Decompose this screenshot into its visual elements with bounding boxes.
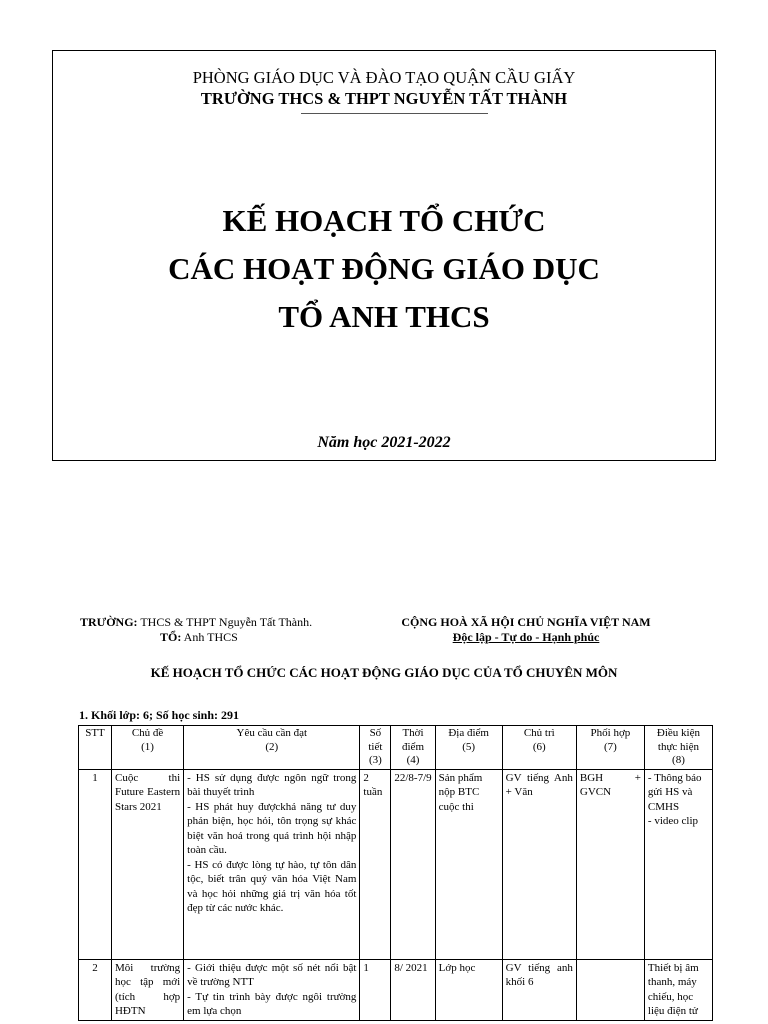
school-value: THCS & THPT Nguyễn Tất Thành. [137,615,313,629]
row-partners [576,959,644,1020]
row-periods: 1 [360,959,391,1020]
row-topic: Cuộc thi Future Eastern Stars 2021 [111,769,183,959]
row-place: Sản phẩm nộp BTC cuộc thi [435,769,502,959]
school-name: TRƯỜNG THCS & THPT NGUYỄN TẤT THÀNH [200,89,568,108]
row-stt: 2 [79,959,112,1020]
school-info [80,615,312,645]
table-header-row [79,726,713,770]
cover-title-line-3: TỔ ANH THCS [278,299,490,334]
school-line [80,615,312,630]
table-row [79,769,713,959]
divider [301,113,488,114]
row-lead: GV tiếng Anh + Văn [502,769,576,959]
row-partners: BGH + GVCN [576,769,644,959]
col-stt: STT [79,726,112,770]
cover-page [52,50,716,461]
row-topic: Môi trường học tập mới (tích hợp HĐTN [111,959,183,1020]
col-partners: Phối hợp (7) [576,726,644,770]
row-periods: 2 tuần [360,769,391,959]
row-time: 22/8-7/9 [391,769,435,959]
department-name: PHÒNG GIÁO DỤC VÀ ĐÀO TẠO QUẬN CẦU GIẤY [192,68,576,87]
team-line [80,630,312,645]
cover-title-line-2: CÁC HOẠT ĐỘNG GIÁO DỤC [168,251,600,286]
country-name: CỘNG HOÀ XÃ HỘI CHỦ NGHĨA VIỆT NAM [401,615,651,629]
col-conditions: Điều kiện thực hiện (8) [644,726,712,770]
school-label: TRƯỜNG: [80,615,138,629]
national-header [386,615,666,645]
row-stt: 1 [79,769,112,959]
col-topic: Chủ đề (1) [111,726,183,770]
national-motto: Độc lập - Tự do - Hạnh phúc [452,630,600,644]
col-requirements: Yêu cầu cần đạt (2) [184,726,360,770]
activity-plan-table [78,725,713,1021]
row-requirements: - HS sử dụng được ngôn ngữ trong bài thuyết trình - HS phát huy đượckhả năng tư duy phản biện, học hỏi, tôn trọng sự khác biệt văn hoá trong quá trình hội nhập toàn cầu. - HS có được lòng tự hào, tự tôn dân tộc, biết trân quý văn hóa Việt Nam và học hỏi những giá trị văn hóa tốt đẹp từ các nước khác. [184,769,360,959]
col-time: Thời điểm (4) [391,726,435,770]
school-year: Năm học 2021-2022 [317,434,451,451]
col-lead: Chủ trì (6) [502,726,576,770]
team-label: TỔ: [160,630,182,644]
row-lead: GV tiếng anh khối 6 [502,959,576,1020]
grade-line: 1. Khối lớp: 6; Số học sinh: 291 [79,708,240,722]
row-conditions: Thiết bị âm thanh, máy chiếu, học liệu điện tử [644,959,712,1020]
col-place: Địa điểm (5) [435,726,502,770]
plan-title: KẾ HOẠCH TỔ CHỨC CÁC HOẠT ĐỘNG GIÁO DỤC CỦA TỔ CHUYÊN MÔN [150,665,618,680]
row-time: 8/ 2021 [391,959,435,1020]
col-periods: Số tiết (3) [360,726,391,770]
table-row [79,959,713,1020]
row-place: Lớp học [435,959,502,1020]
team-value: Anh THCS [181,630,238,644]
row-conditions: - Thông báo gửi HS và CMHS - video clip [644,769,712,959]
row-requirements: - Giới thiệu được một số nét nổi bật về trường NTT - Tự tin trình bày được ngôi trường em lựa chọn [184,959,360,1020]
cover-title-line-1: KẾ HOẠCH TỔ CHỨC [222,203,546,238]
